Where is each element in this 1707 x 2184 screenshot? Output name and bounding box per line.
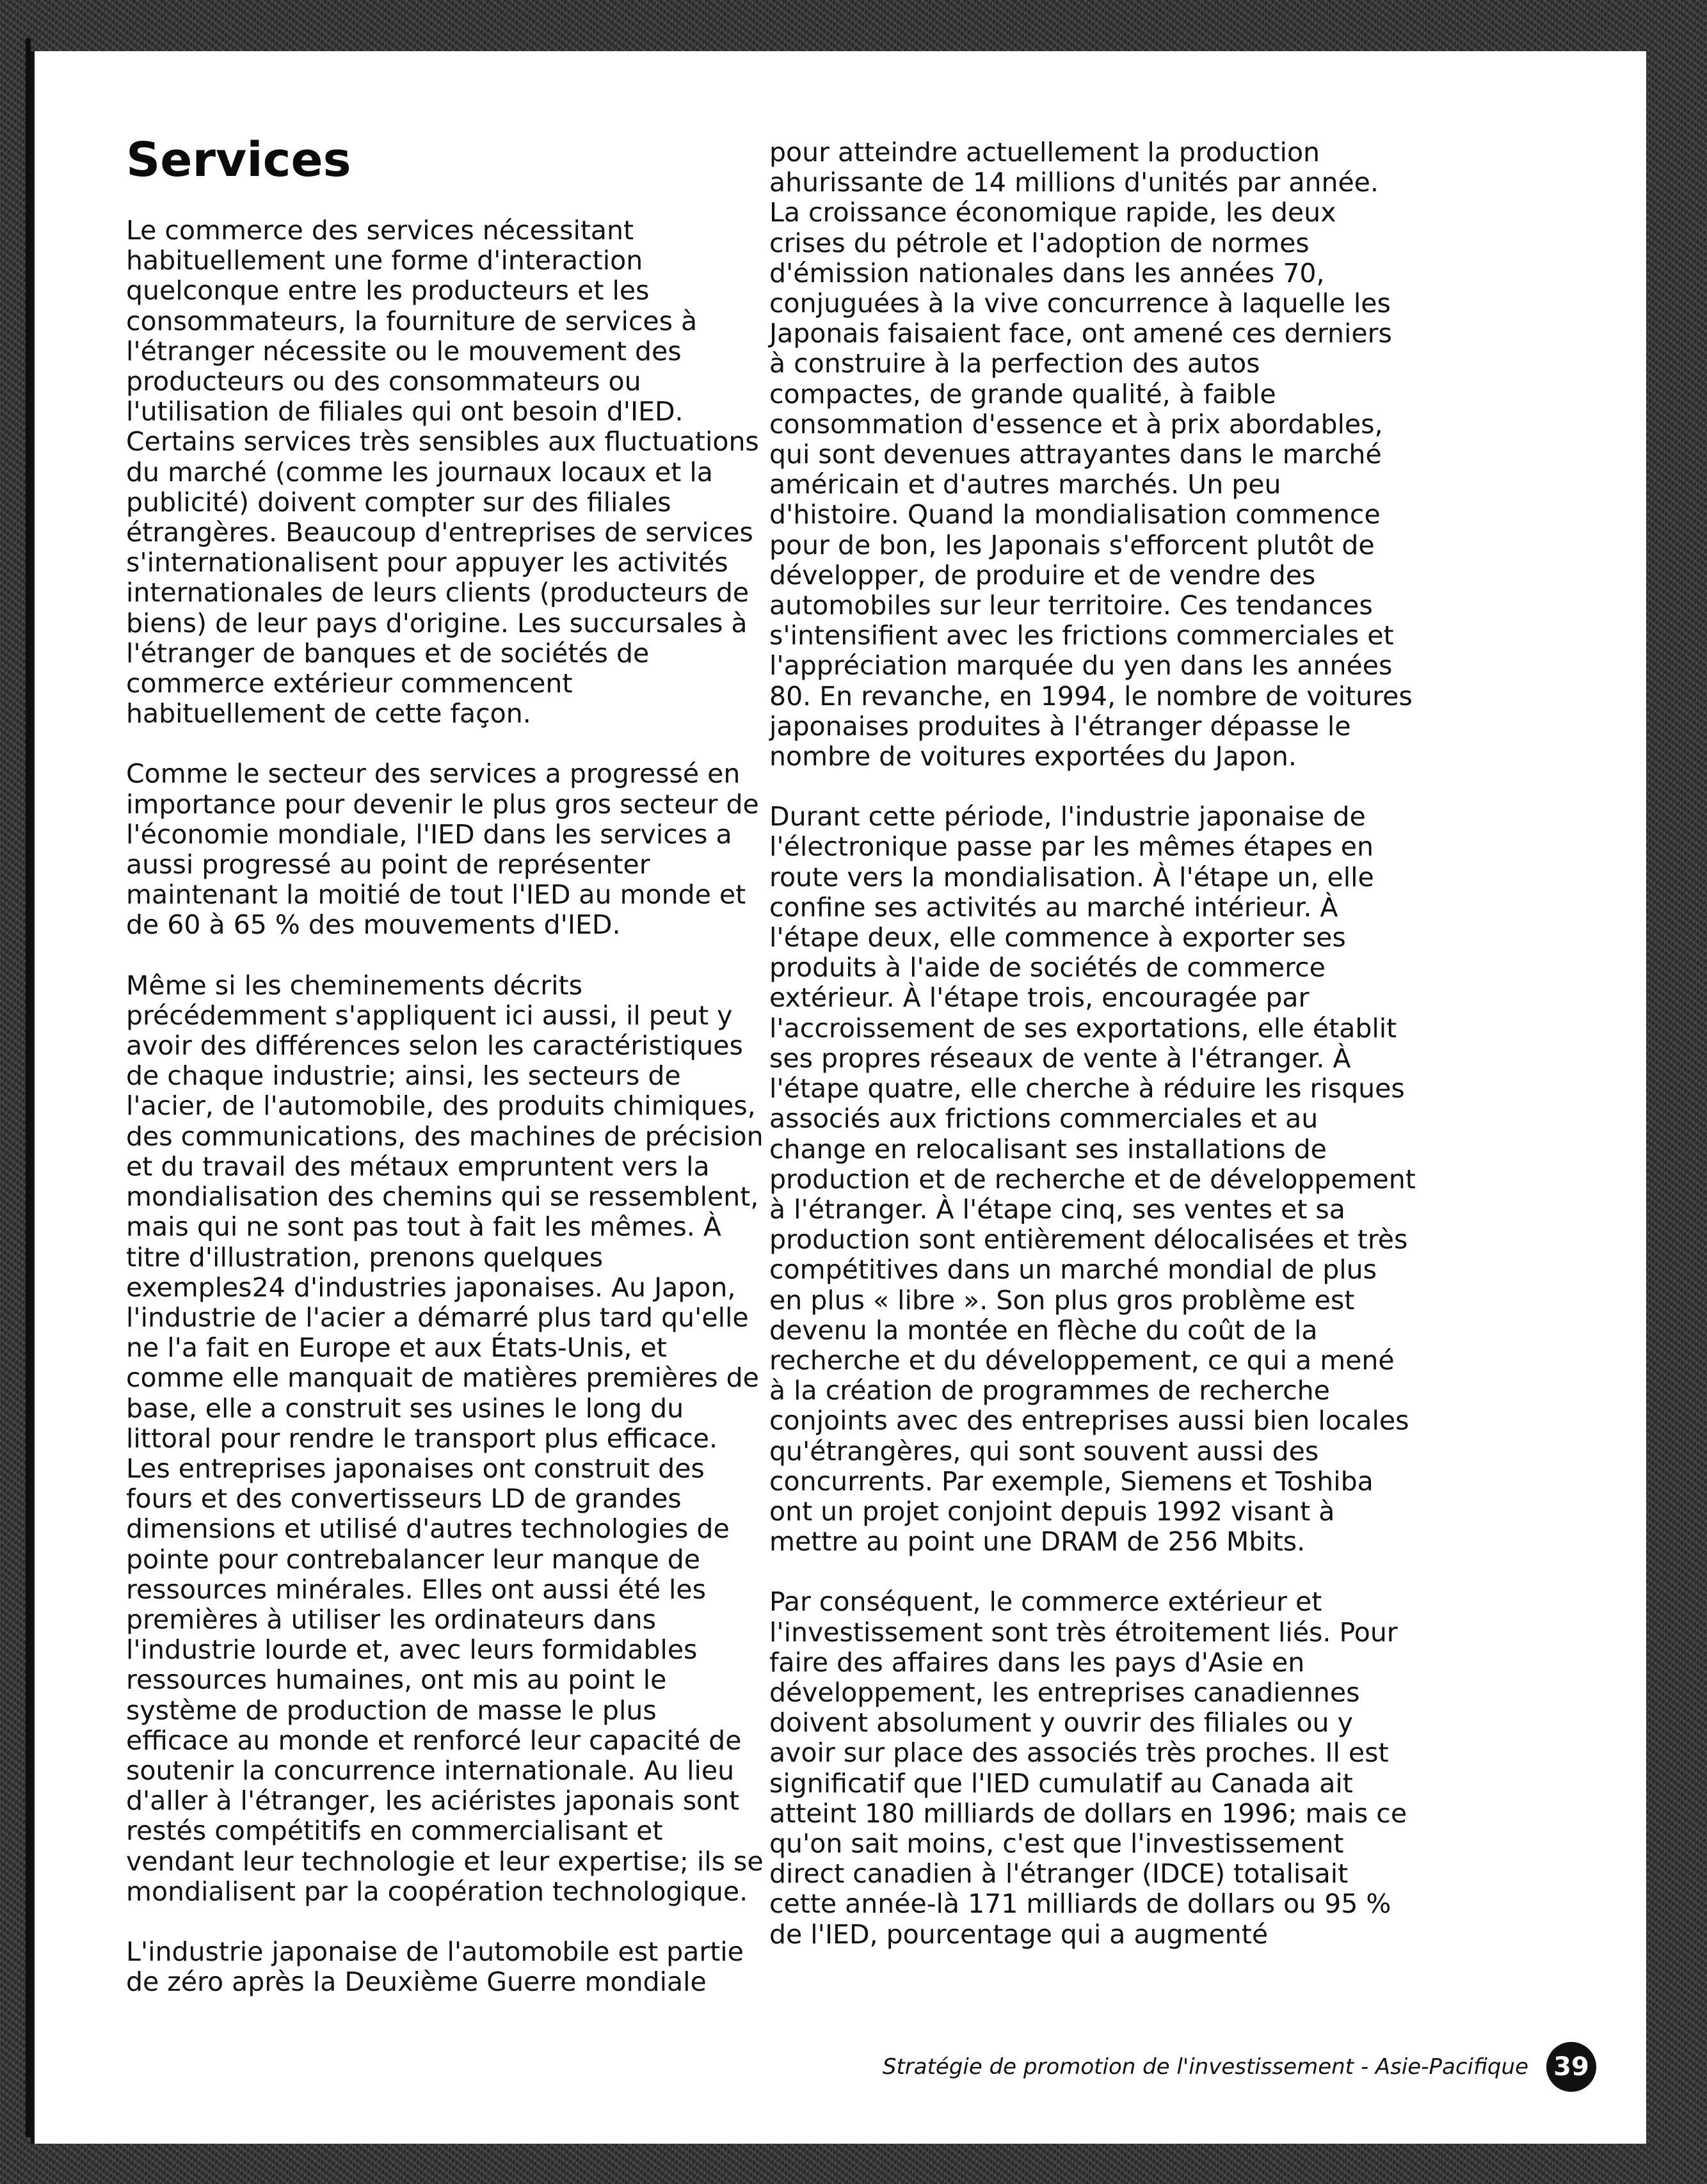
paragraph: Le commerce des services nécessitant habituellement une forme d'interaction quelconque entre les producteurs et les consommateurs, la fourniture de services à l'étranger nécessite ou le mouvement des producteurs ou des consommateurs ou l'utilisation de filiales qui ont besoin d'IED. Certains services très sensibles aux fluctuations du marché (comme les journaux locaux et la publicité) doivent compter sur des filiales étrangères. Beaucoup d'entreprises de services s'internationalisent pour appuyer les activités internationales de leurs clients (producteurs de biens) de leur pays d'origine. Les succursales à l'étranger de banques et de sociétés de commerce extérieur commencent habituellement de cette façon. xyxy=(126,215,759,729)
left-column xyxy=(126,131,766,2027)
paragraph: Durant cette période, l'industrie japonaise de l'électronique passe par les mêmes étapes en route vers la mondialisation. À l'étape un, elle confine ses activités au marché intérieur. À l'étape deux, elle commence à exporter ses produits à l'aide de sociétés de commerce extérieur. À l'étape trois, encouragée par l'accroissement de ses exportations, elle établit ses propres réseaux de vente à l'étranger. À l'étape quatre, elle cherche à réduire les risques associés aux frictions commerciales et au change en relocalisant ses installations de production et de recherche et de développement à l'étranger. À l'étape cinq, ses ventes et sa production sont entièrement délocalisées et très compétitives dans un marché mondial de plus en plus « libre ». Son plus gros problème est devenu la montée en flèche du coût de la recherche et du développement, ce qui a mené à la création de programmes de recherche conjoints avec des entreprises aussi bien locales qu'étrangères, qui sont souvent aussi des concurrents. Par exemple, Siemens et Toshiba ont un projet conjoint depuis 1992 visant à mettre au point une DRAM de 256 Mbits. xyxy=(769,801,1416,1558)
paragraph: Même si les cheminements décrits précédemment s'appliquent ici aussi, il peut y avoir des différences selon les caractéristiques de chaque industrie; ainsi, les secteurs de l'acier, de l'automobile, des produits chimiques, des communications, des machines de précision et du travail des métaux empruntent vers la mondialisation des chemins qui se ressemblent, mais qui ne sont pas tout à fait les mêmes. À titre d'illustration, prenons quelques exemples24 d'industries japonaises. Au Japon, l'industrie de l'acier a démarré plus tard qu'elle ne l'a fait en Europe et aux États-Unis, et comme elle manquait de matières premières de base, elle a construit ses usines le long du littoral pour rendre le transport plus efficace. Les entreprises japonaises ont construit des fours et des convertisseurs LD de grandes dimensions et utilisé d'autres technologies de pointe pour contrebalancer leur manque de ressources minérales. Elles ont aussi été les premières à utiliser les ordinateurs dans l'industrie lourde et, avec leurs formidables ressources humaines, ont mis au point le système de production de masse le plus efficace au monde et renforcé leur capacité de soutenir la concurrence internationale. Au lieu d'aller à l'étranger, les aciéristes japonais sont restés compétitifs en commercialisant et vendant leur technologie et leur expertise; ils se mondialisent par la coopération technologique. xyxy=(126,969,764,1907)
scan-edge-rule xyxy=(26,38,31,2137)
page-footer xyxy=(803,2041,1596,2092)
footer-title: Stratégie de promotion de l'investissement - Asie-Pacifique xyxy=(882,2054,1528,2080)
paragraph: pour atteindre actuellement la production ahurissante de 14 millions d'unités par année. La croissance économique rapide, les deux crises du pétrole et l'adoption de normes d'émission nationales dans les années 70, conjuguées à la vive concurrence à laquelle les Japonais faisaient face, ont amené ces derniers à construire à la perfection des autos compactes, de grande qualité, à faible consommation d'essence et à prix abordables, qui sont devenues attrayantes dans le marché américain et d'autres marchés. Un peu d'histoire. Quand la mondialisation commence pour de bon, les Japonais s'efforcent plutôt de développer, de produire et de vendre des automobiles sur leur territoire. Ces tendances s'intensifient avec les frictions commerciales et l'appréciation marquée du yen dans les années 80. En revanche, en 1994, le nombre de voitures japonaises produites à l'étranger dépasse le nombre de voitures exportées du Japon. xyxy=(769,137,1413,772)
paragraph: Par conséquent, le commerce extérieur et l'investissement sont très étroitement liés. Pour faire des affaires dans les pays d'Asie en développement, les entreprises canadiennes doivent absolument y ouvrir des filiales ou y avoir sur place des associés très proches. Il est significatif que l'IED cumulatif au Canada ait atteint 180 milliards de dollars en 1996; mais ce qu'on sait moins, c'est que l'investissement direct canadien à l'étranger (IDCE) totalisait cette année-là 171 milliards de dollars ou 95 % de l'IED, pourcentage qui a augmenté xyxy=(769,1586,1407,1950)
section-title: Services xyxy=(126,132,351,187)
right-column xyxy=(769,138,1416,1980)
document-page xyxy=(31,51,1646,2144)
page-number-badge: 39 xyxy=(1546,2042,1596,2092)
paragraph: Comme le secteur des services a progressé en importance pour devenir le plus gros secteur de l'économie mondiale, l'IED dans les services a aussi progressé au point de représenter maintenant la moitié de tout l'IED au monde et de 60 à 65 % des mouvements d'IED. xyxy=(126,758,759,941)
paragraph: L'industrie japonaise de l'automobile est partie de zéro après la Deuxième Guerre mondiale xyxy=(126,1936,744,1998)
